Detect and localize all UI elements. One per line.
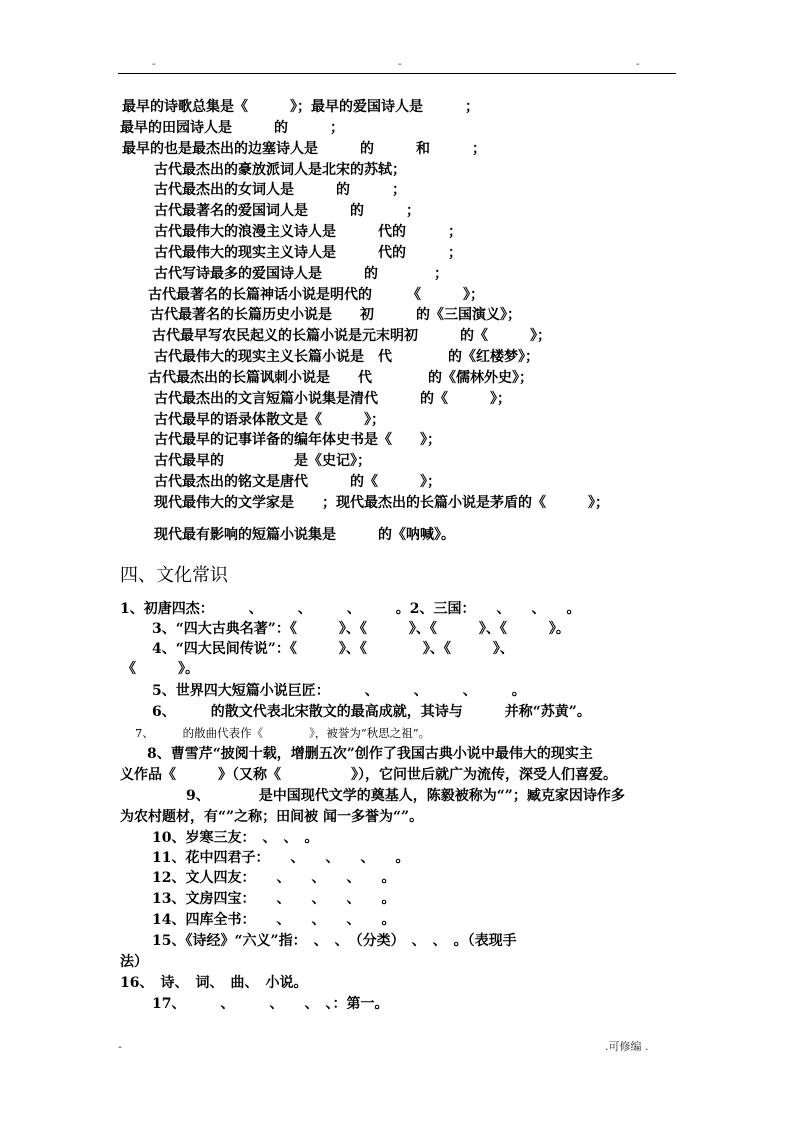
text-line: 古代最著名的长篇神话小说是明代的 《 》；: [148, 287, 484, 303]
text-line: 古代最早的语录体散文是《 》；: [154, 412, 385, 428]
list-item: 13、文房四宝： 、 、 、 。: [152, 891, 396, 907]
text-line: 古代最伟大的现实主义长篇小说是 代 的《红楼梦》；: [154, 349, 539, 365]
section-title: 四、文化常识: [120, 565, 228, 586]
list-item: 法）: [120, 954, 148, 970]
text-line: 现代最有影响的短篇小说集是 的《呐喊》。: [154, 527, 455, 543]
text-line: 古代最早写农民起义的长篇小说是元末明初 的《 》；: [152, 328, 551, 344]
list-item: 10、岁寒三友： 、 、 。: [152, 830, 319, 846]
list-item: 15、《诗经》“六义”指： 、 、 （分类） 、 、 。（表现手: [152, 933, 517, 949]
list-item: 为农村题材，有“”之称；田间被 闻一多誉为“”。: [120, 809, 424, 825]
list-item: 14、四库全书： 、 、 、 。: [152, 912, 396, 928]
text-line: 古代最早的记事详备的编年体史书是《 》；: [154, 432, 441, 448]
list-item: 17、 、 、 、 、：第一。: [152, 996, 389, 1012]
text-line: 古代最杰出的铭文是唐代 的《 》；: [154, 474, 441, 490]
text-line: 古代最早的 是《史记》；: [154, 453, 371, 469]
header-rule: [118, 73, 676, 74]
text-line: 古代最伟大的浪漫主义诗人是 代的 ；: [154, 224, 462, 240]
list-item: 3、“四大古典名著”：《 》、《 》、《 》、《 》。: [152, 621, 570, 637]
text-line: 古代最杰出的女词人是 的 ；: [154, 182, 406, 198]
list-item: 9、 是中国现代文学的奠基人，陈毅被称为“”；臧克家因诗作多: [186, 788, 625, 804]
text-line: 最早的田园诗人是 的 ；: [120, 120, 344, 136]
text-line: 现代最伟大的文学家是 ；现代最杰出的长篇小说是茅盾的《 》；: [154, 495, 609, 511]
list-item: 《 》。: [122, 661, 199, 677]
list-item: 12、文人四友： 、 、 、 。: [152, 870, 396, 886]
header-mark-center: -: [398, 59, 402, 70]
list-item: 6、 的散文代表北宋散文的最高成就，其诗与 并称“苏黄”。: [152, 704, 591, 720]
header-mark-left: -: [152, 59, 156, 70]
list-item: 1、初唐四杰： 、 、 、 。2、三国： 、 、 。: [120, 601, 581, 617]
footer-mark: -: [118, 1040, 122, 1053]
list-item: 义作品《 》（又称《 》），它问世后就广为流传，深受人们喜爱。: [120, 767, 617, 783]
text-line: 古代最伟大的现实主义诗人是 代的 ；: [154, 245, 462, 261]
list-item: 8、曹雪芹“披阅十载，增删五次”创作了我国古典小说中最伟大的现实主: [147, 746, 593, 762]
text-line: 古代最著名的长篇历史小说是 初 的《三国演义》；: [150, 307, 521, 323]
text-line: 古代写诗最多的爱国诗人是 的 ；: [154, 266, 448, 282]
text-line: 古代最杰出的长篇讽刺小说是 代 的《儒林外史》；: [148, 370, 533, 386]
list-item: 7、 的散曲代表作《 》，被誉为“秋思之祖”。: [135, 726, 431, 740]
text-line: 古代最杰出的豪放派词人是北宋的苏轼；: [154, 162, 406, 178]
header-mark-right: -: [636, 59, 640, 70]
text-line: 最早的诗歌总集是《 》；最早的爱国诗人是 ；: [122, 99, 479, 115]
footer-note: .可修编 .: [605, 1040, 649, 1053]
text-line: 古代最杰出的文言短篇小说集是清代 的《 》；: [154, 391, 511, 407]
list-item: 4、“四大民间传说”：《 》、《 》、《 》、: [152, 641, 514, 657]
text-line: 古代最著名的爱国词人是 的 ；: [154, 203, 420, 219]
list-item: 16、 诗、 词、 曲、 小说。: [120, 975, 308, 991]
text-line: 最早的也是最杰出的边塞诗人是 的 和 ；: [122, 141, 486, 157]
list-item: 11、花中四君子： 、 、 、 。: [152, 850, 410, 866]
list-item: 5、世界四大短篇小说巨匠： 、 、 、 。: [152, 683, 526, 699]
